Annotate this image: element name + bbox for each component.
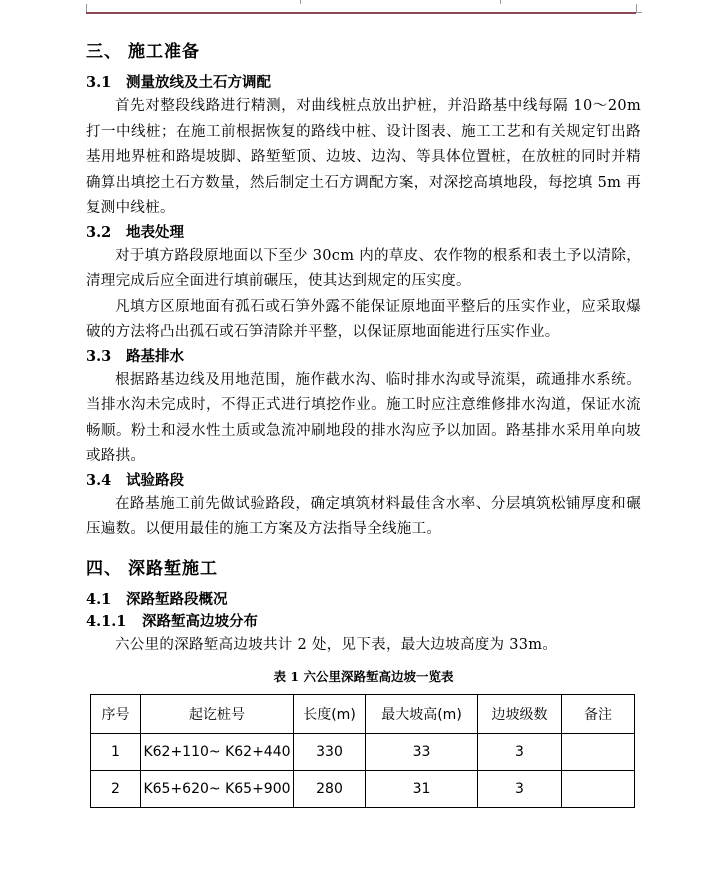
corner-mark-right bbox=[636, 4, 637, 12]
ruler-tick bbox=[500, 0, 501, 4]
document-body bbox=[86, 30, 641, 808]
table-cell: 31 bbox=[366, 771, 478, 808]
paragraph: 对于填方路段原地面以下至少 30cm 内的草皮、农作物的根系和表土予以清除，清理完成后应全面进行填前碾压，使其达到规定的压实度。 bbox=[86, 247, 641, 289]
header-rule bbox=[86, 12, 636, 14]
corner-mark-left bbox=[86, 4, 87, 12]
heading-3-4: 3.4 试验路段 bbox=[86, 471, 184, 489]
table-header-cell: 备注 bbox=[562, 695, 635, 734]
paragraph: 六公里的深路堑高边坡共计 2 处，见下表，最大边坡高度为 33m。 bbox=[115, 636, 558, 653]
table-cell bbox=[562, 771, 635, 808]
table-caption: 表 1 六公里深路堑高边坡一览表 bbox=[273, 669, 454, 684]
paragraph: 根据路基边线及用地范围，施作截水沟、临时排水沟或导流渠，疏通排水系统。当排水沟未完成时，不得正式进行填挖作业。施工时应注意维修排水沟道，保证水流畅顺。粉土和浸水性土质或急流冲刷地段的排水沟应予以加固。路基排水采用单向坡或路拱。 bbox=[86, 371, 641, 464]
table-cell: 3 bbox=[478, 771, 562, 808]
section-heading-4: 四、 深路堑施工 bbox=[86, 558, 218, 579]
table-header-row bbox=[91, 695, 635, 734]
table-cell: K62+110~ K62+440 bbox=[141, 734, 294, 771]
heading-4-1-1: 4.1.1 深路堑高边坡分布 bbox=[86, 612, 258, 630]
heading-3-3: 3.3 路基排水 bbox=[86, 347, 184, 365]
heading-3-1: 3.1 测量放线及土石方调配 bbox=[86, 74, 271, 91]
paragraph: 凡填方区原地面有孤石或石笋外露不能保证原地面平整后的压实作业，应采取爆破的方法将凸出孤石或石笋清除并平整，以保证原地面能进行压实作业。 bbox=[86, 298, 641, 340]
heading-4-1: 4.1 深路堑路段概况 bbox=[86, 590, 228, 608]
heading-3-2: 3.2 地表处理 bbox=[86, 223, 184, 241]
table-cell: 280 bbox=[294, 771, 366, 808]
table-cell: K65+620~ K65+900 bbox=[141, 771, 294, 808]
table-cell: 33 bbox=[366, 734, 478, 771]
table-cell: 1 bbox=[91, 734, 141, 771]
corner-mark-right-tick bbox=[636, 12, 642, 13]
table-cell: 2 bbox=[91, 771, 141, 808]
table-header-cell: 最大坡高(m) bbox=[366, 695, 478, 734]
table-header-cell: 起讫桩号 bbox=[141, 695, 294, 734]
paragraph: 在路基施工前先做试验路段，确定填筑材料最佳含水率、分层填筑松铺厚度和碾压遍数。以便用最佳的施工方案及方法指导全线施工。 bbox=[86, 495, 641, 537]
table-header-cell: 边坡级数 bbox=[478, 695, 562, 734]
table-cell bbox=[562, 734, 635, 771]
table-header-cell: 长度(m) bbox=[294, 695, 366, 734]
table-row bbox=[91, 771, 635, 808]
slope-table bbox=[90, 694, 635, 808]
paragraph: 首先对整段线路进行精测，对曲线桩点放出护桩，并沿路基中线每隔 10～20m 打一中线桩；在施工前根据恢复的路线中桩、设计图表、施工工艺和有关规定钉出路基用地界桩和路堤坡脚、路堑堑顶、边坡、边沟、等具体位置桩，在放桩的同时并精确算出填挖土石方数量，然后制定土石方调配方案，对深挖高填地段，每挖填 5m 再复测中线桩。 bbox=[86, 98, 641, 216]
ruler-tick bbox=[300, 0, 301, 4]
table-row bbox=[91, 734, 635, 771]
table-header-cell: 序号 bbox=[91, 695, 141, 734]
section-heading-3: 三、 施工准备 bbox=[86, 42, 200, 62]
table-cell: 3 bbox=[478, 734, 562, 771]
table-cell: 330 bbox=[294, 734, 366, 771]
